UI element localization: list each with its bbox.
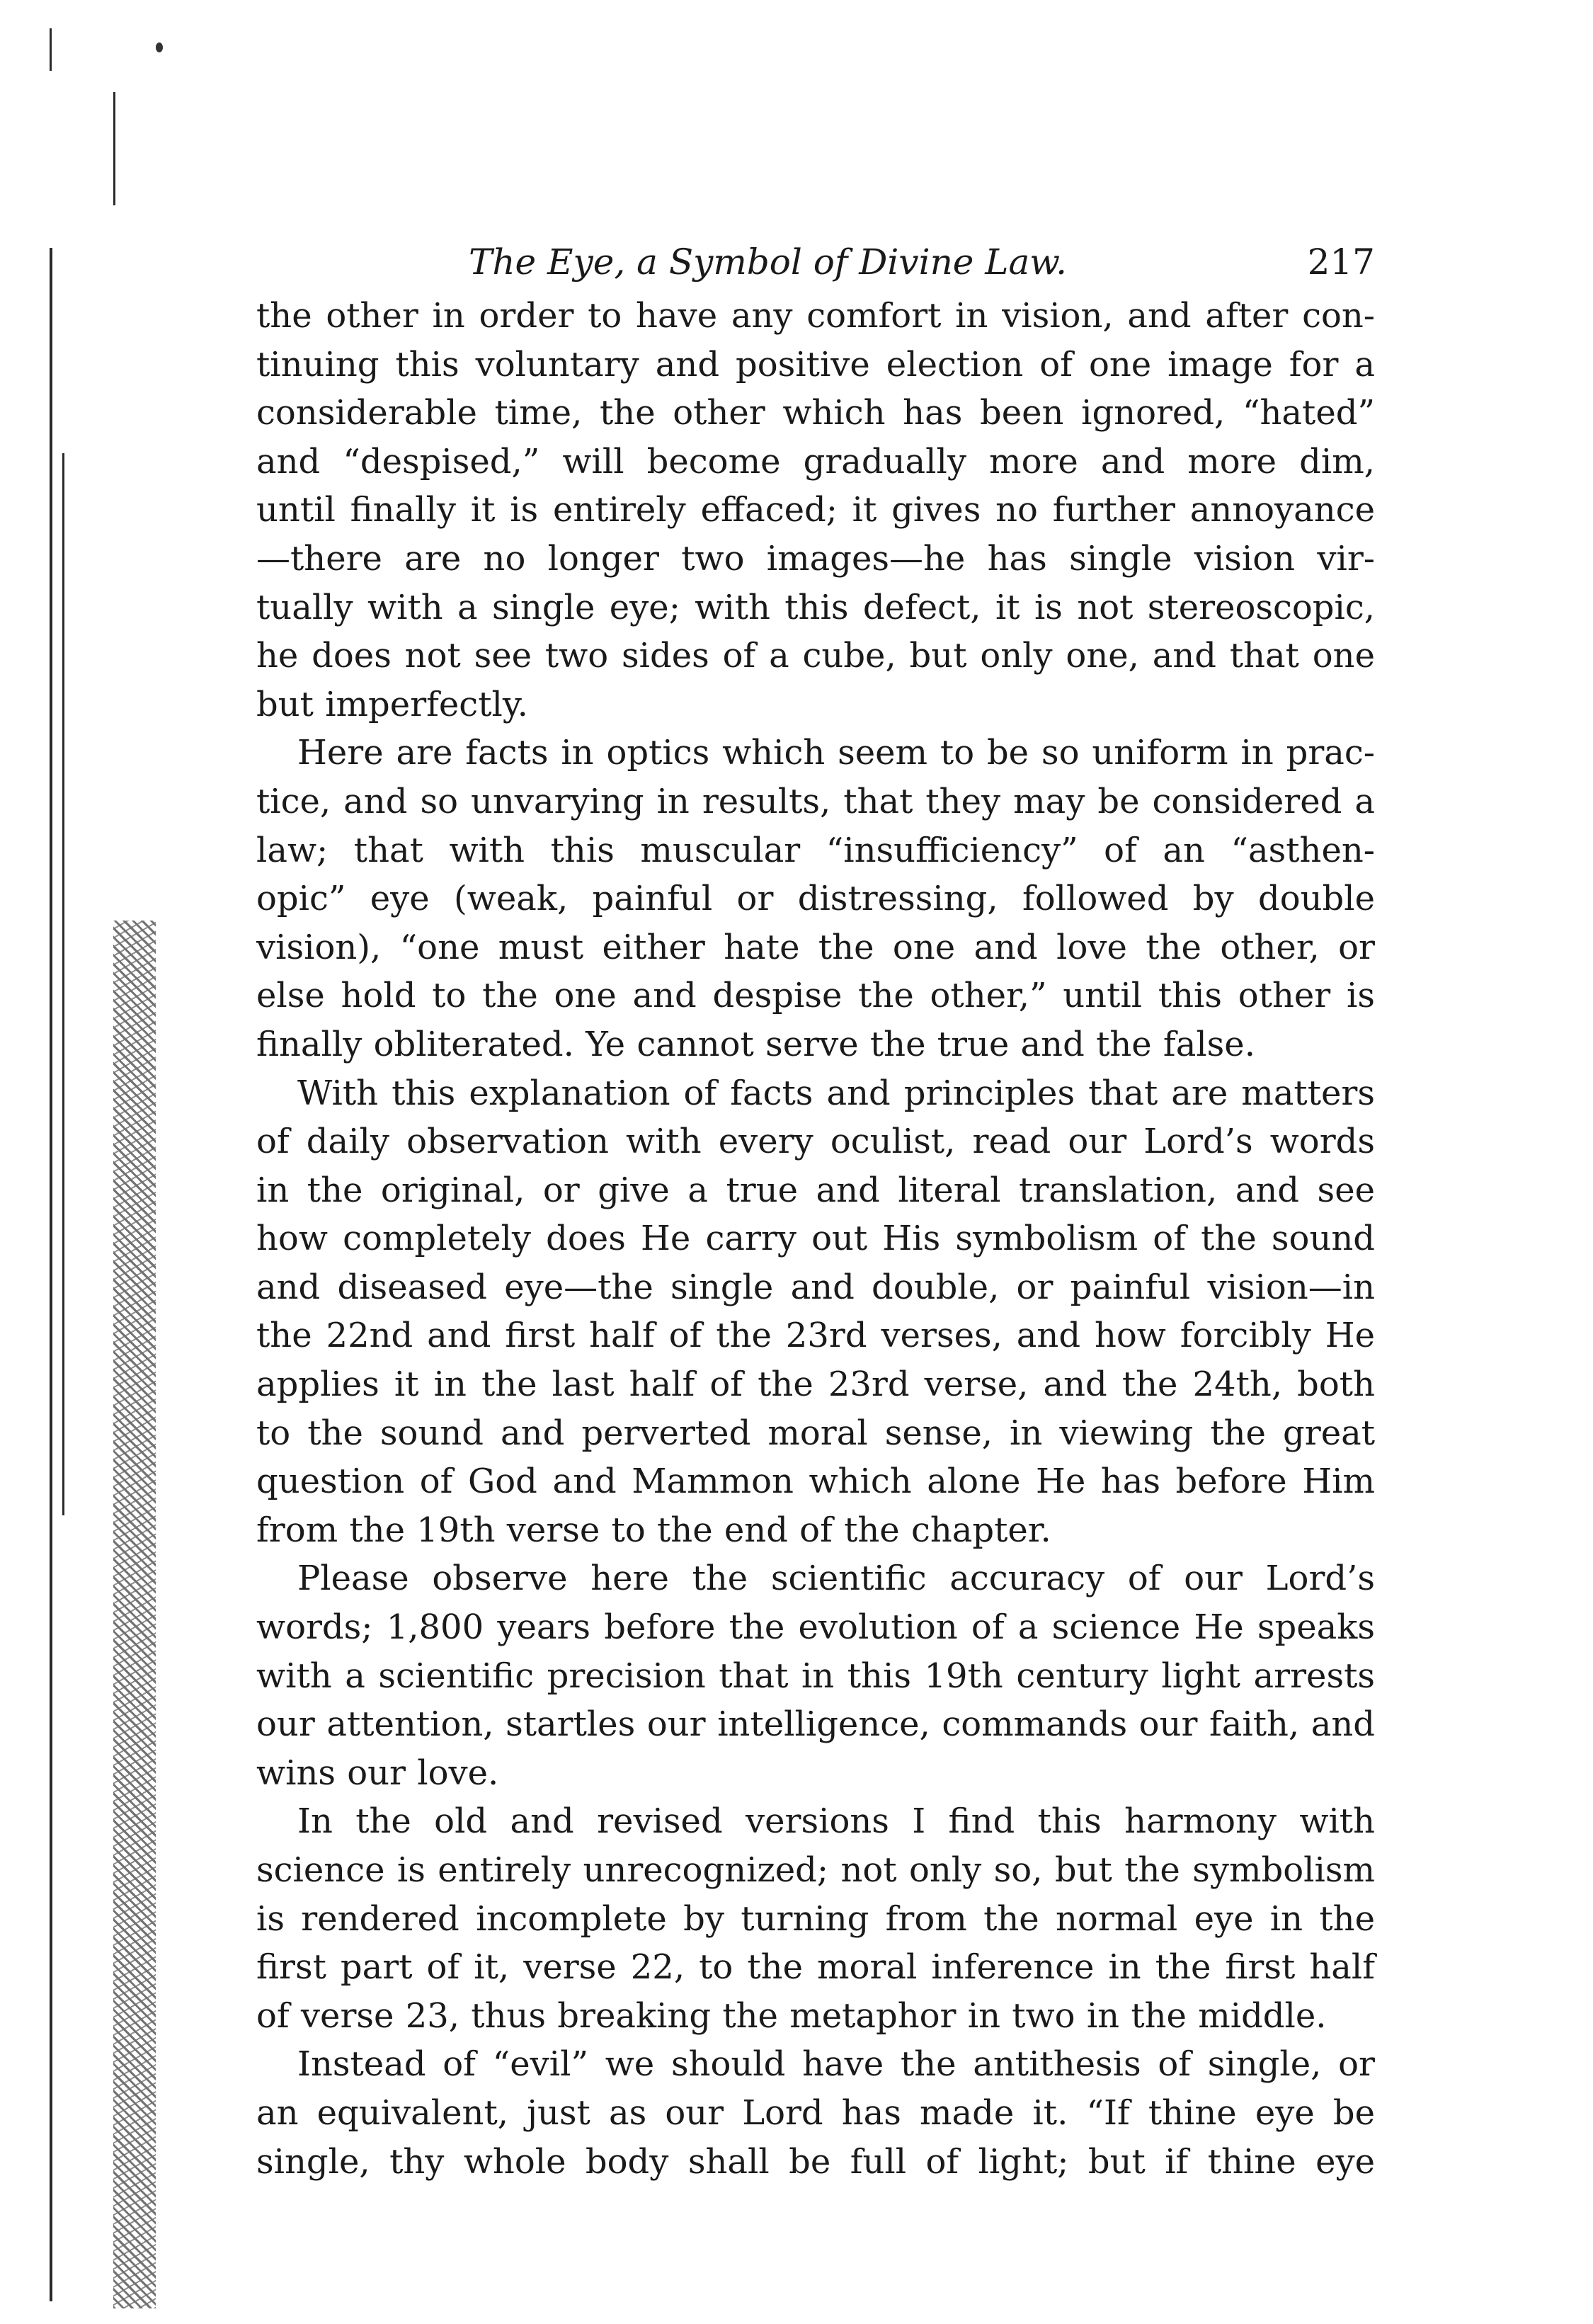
text-line: applies it in the last half of the 23rd verse, and the 24th, both <box>256 1365 1375 1405</box>
binding-rule <box>50 28 52 71</box>
text-line: Instead of “evil” we should have the antithesis of single, or <box>297 2044 1375 2085</box>
text-line: tice, and so unvarying in results, that they may be considered a <box>256 781 1375 821</box>
binding-rule <box>50 248 52 2301</box>
bleed-through-noise <box>113 921 156 2308</box>
running-head <box>256 234 1375 297</box>
paragraph <box>256 1554 1375 1797</box>
text-line: wins our love. <box>256 1753 499 1793</box>
text-line: the 22nd and first half of the 23rd verses, and how forcibly He <box>256 1316 1375 1356</box>
text-line: else hold to the one and despise the other,” until this other is <box>256 976 1375 1016</box>
binding-rule <box>113 92 115 205</box>
page-number: 217 <box>1307 241 1375 283</box>
text-line: our attention, startles our intelligence, commands our faith, and <box>256 1704 1375 1745</box>
text-line: question of God and Mammon which alone He has before Him <box>256 1462 1375 1502</box>
text-line: Please observe here the scientific accuracy of our Lord’s <box>297 1559 1375 1599</box>
text-line: but imperfectly. <box>256 684 528 724</box>
text-line: he does not see two sides of a cube, but only one, and that one <box>256 636 1375 676</box>
text-line: opic” eye (weak, painful or distressing, followed by double <box>256 879 1375 919</box>
text-line: first part of it, verse 22, to the moral inference in the first half <box>256 1947 1375 1988</box>
text-line: vision), “one must either hate the one and love the other, or <box>256 927 1375 967</box>
text-line: how completely does He carry out His symbolism of the sound <box>256 1219 1375 1259</box>
text-line: In the old and revised versions I find this harmony with <box>297 1801 1375 1842</box>
text-line: in the original, or give a true and literal translation, and see <box>256 1170 1375 1210</box>
text-line: —there are no longer two images—he has single vision vir- <box>256 538 1375 579</box>
ink-speck <box>156 42 163 52</box>
text-line: an equivalent, just as our Lord has made it. “If thine eye be <box>256 2092 1375 2133</box>
text-line: law; that with this muscular “insufficiency” of an “asthen- <box>256 830 1375 870</box>
paragraph <box>256 1797 1375 2040</box>
body-text <box>256 292 1375 2186</box>
text-line: is rendered incomplete by turning from the normal eye in the <box>256 1898 1375 1939</box>
book-page <box>256 234 1375 2186</box>
text-line: of verse 23, thus breaking the metaphor in two in the middle. <box>256 1995 1327 2036</box>
paragraph <box>256 2040 1375 2186</box>
text-line: Here are facts in optics which seem to be so uniform in prac- <box>297 733 1375 773</box>
text-line: with a scientific precision that in this 19th century light arrests <box>256 1656 1375 1696</box>
text-line: and “despised,” will become gradually more and more dim, <box>256 441 1375 482</box>
text-line: the other in order to have any comfort in vision, and after con- <box>256 296 1375 336</box>
paragraph <box>256 1069 1375 1555</box>
text-line: and diseased eye—the single and double, or painful vision—in <box>256 1267 1375 1307</box>
text-line: of daily observation with every oculist, read our Lord’s words <box>256 1122 1375 1162</box>
running-title: The Eye, a Symbol of Divine Law. <box>469 241 1068 283</box>
text-line: tually with a single eye; with this defect, it is not stereoscopic, <box>256 587 1375 627</box>
text-line: to the sound and perverted moral sense, in viewing the great <box>256 1413 1375 1453</box>
text-line: until finally it is entirely effaced; it gives no further annoyance <box>256 490 1375 530</box>
paragraph <box>256 292 1375 729</box>
text-line: tinuing this voluntary and positive election of one image for a <box>256 344 1375 385</box>
text-line: With this explanation of facts and principles that are matters <box>297 1073 1375 1113</box>
text-line: finally obliterated. Ye cannot serve the true and the false. <box>256 1024 1255 1064</box>
text-line: considerable time, the other which has been ignored, “hated” <box>256 393 1375 433</box>
text-line: from the 19th verse to the end of the chapter. <box>256 1510 1051 1550</box>
text-line: words; 1,800 years before the evolution of a science He speaks <box>256 1607 1375 1648</box>
paragraph <box>256 729 1375 1069</box>
text-line: single, thy whole body shall be full of light; but if thine eye <box>256 2141 1375 2182</box>
bound-edge-gutter <box>50 0 135 2324</box>
binding-rule <box>62 453 64 1515</box>
text-line: science is entirely unrecognized; not only so, but the symbolism <box>256 1850 1375 1890</box>
